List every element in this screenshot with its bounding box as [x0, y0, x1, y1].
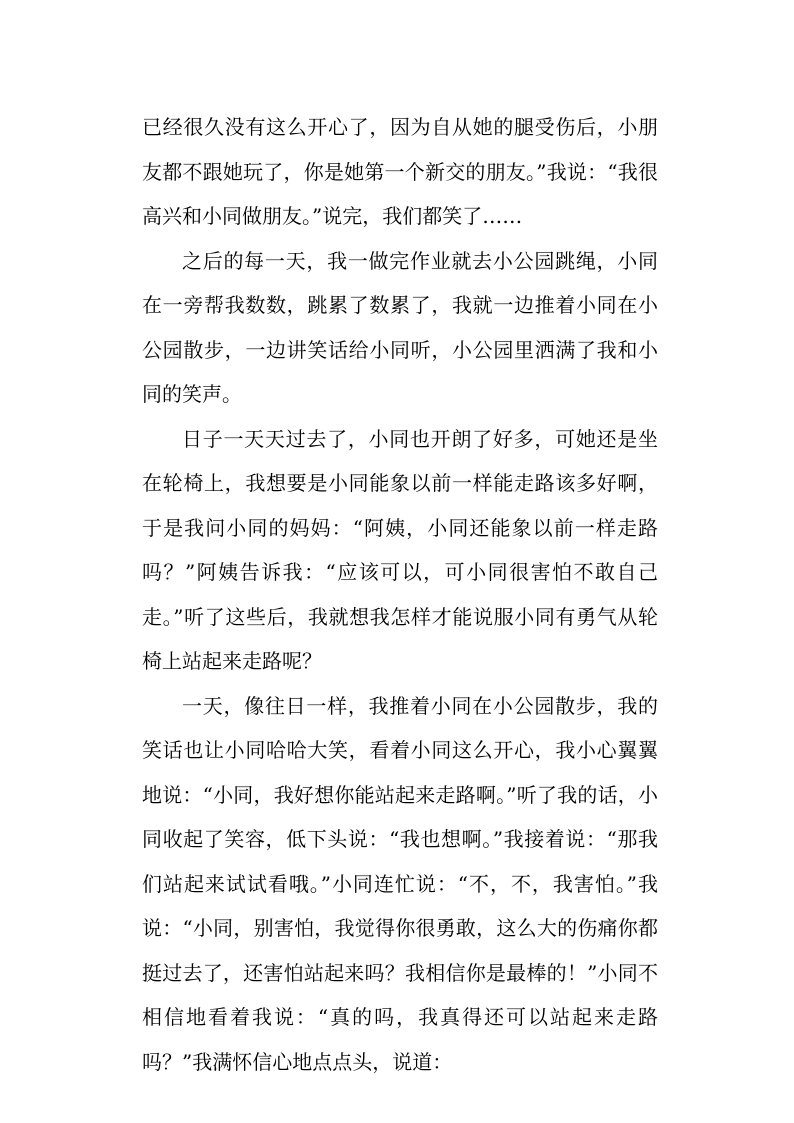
paragraph-encouragement: 一天，像往日一样，我推着小同在小公园散步，我的笑话也让小同哈哈大笑，看着小同这么开心，我小心翼翼地说：“小同，我好想你能站起来走路啊。”听了我的话，小同收起了笑容，低下头说：“我也想啊。”我接着说：“那我们站起来试试看哦。”小同连忙说：“不，不，我害怕。”我说：“小同，别害怕，我觉得你很勇敢，这么大的伤痛你都挺过去了，还害怕站起来吗？我相信你是最棒的！”小同不相信地看着我说：“真的吗，我真得还可以站起来走路吗？”我满怀信心地点点头，说道： [142, 693, 658, 1074]
paragraph-continuation: 已经很久没有这么开心了，因为自从她的腿受伤后，小朋友都不跟她玩了，你是她第一个新交的朋友。”我说：“我很高兴和小同做朋友。”说完，我们都笑了…… [142, 115, 658, 228]
paragraph-wheelchair: 日子一天天过去了，小同也开朗了好多，可她还是坐在轮椅上，我想要是小同能象以前一样能走路该多好啊，于是我问小同的妈妈：“阿姨，小同还能象以前一样走路吗？”阿姨告诉我：“应该可以，可小同很害怕不敢自己走。”听了这些后，我就想我怎样才能说服小同有勇气从轮椅上站起来走路呢？ [142, 426, 658, 673]
document-body [142, 105, 658, 1084]
paragraph-daily-routine: 之后的每一天，我一做完作业就去小公园跳绳，小同在一旁帮我数数，跳累了数累了，我就一边推着小同在小公园散步，一边讲笑话给小同听，小公园里洒满了我和小同的笑声。 [142, 248, 658, 406]
